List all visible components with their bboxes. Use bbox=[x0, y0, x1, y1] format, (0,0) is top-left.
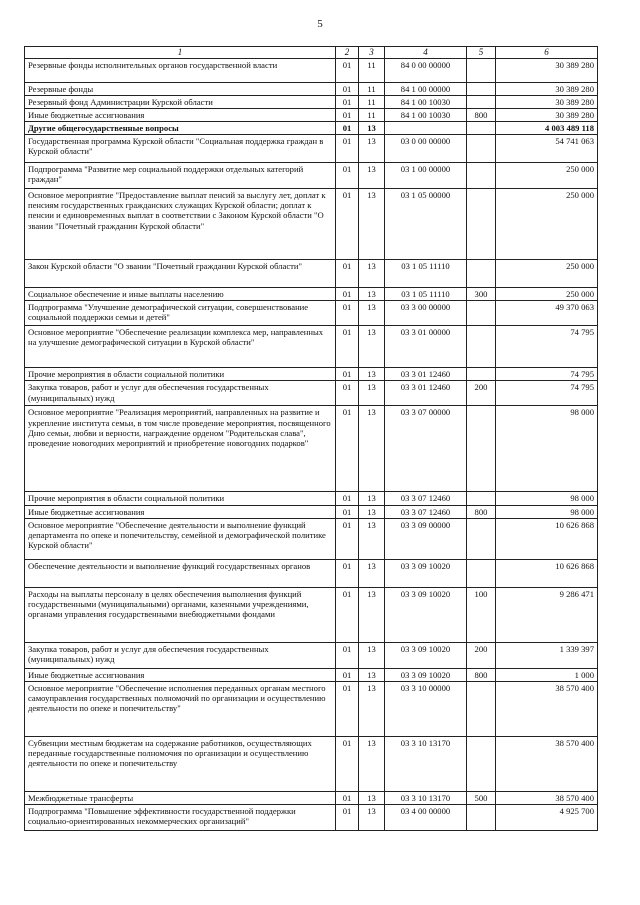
section-code-cell: 01 bbox=[336, 587, 359, 642]
expense-type-cell bbox=[467, 326, 496, 368]
table-row bbox=[25, 791, 598, 804]
table-row bbox=[25, 260, 598, 288]
amount-cell: 10 626 868 bbox=[496, 518, 598, 559]
target-article-cell: 03 4 00 00000 bbox=[385, 805, 467, 831]
expense-type-cell bbox=[467, 58, 496, 82]
row-name-cell: Субвенции местным бюджетам на содержание работников, осуществляющих переданные государственные полномочия по организации и осуществлению деятельности по опеке и попечительству bbox=[25, 736, 336, 791]
section-code-cell: 01 bbox=[336, 791, 359, 804]
expense-type-cell bbox=[467, 406, 496, 492]
section-code-cell: 01 bbox=[336, 326, 359, 368]
section-code-cell: 01 bbox=[336, 559, 359, 587]
expense-type-cell bbox=[467, 82, 496, 95]
expense-type-cell bbox=[467, 518, 496, 559]
section-code-cell: 01 bbox=[336, 189, 359, 260]
target-article-cell: 84 1 00 10030 bbox=[385, 95, 467, 108]
table-row bbox=[25, 82, 598, 95]
expense-type-cell bbox=[467, 189, 496, 260]
target-article-cell: 03 1 00 00000 bbox=[385, 163, 467, 189]
table-row bbox=[25, 381, 598, 406]
amount-cell: 54 741 063 bbox=[496, 135, 598, 163]
expense-type-cell bbox=[467, 736, 496, 791]
subsection-code-cell: 11 bbox=[359, 82, 385, 95]
expense-type-cell: 300 bbox=[467, 288, 496, 301]
target-article-cell: 03 3 09 10020 bbox=[385, 559, 467, 587]
expense-type-cell bbox=[467, 163, 496, 189]
expense-type-cell: 800 bbox=[467, 505, 496, 518]
subsection-code-cell: 13 bbox=[359, 368, 385, 381]
section-code-cell: 01 bbox=[336, 260, 359, 288]
row-name-cell: Иные бюджетные ассигнования bbox=[25, 505, 336, 518]
row-name-cell: Прочие мероприятия в области социальной политики bbox=[25, 492, 336, 505]
section-code-cell: 01 bbox=[336, 518, 359, 559]
row-name-cell: Основное мероприятие "Обеспечение исполнения переданных органам местного самоуправления государственных полномочий по организации и осуществлению деятельности по опеке и попечительству" bbox=[25, 681, 336, 736]
subsection-code-cell: 13 bbox=[359, 791, 385, 804]
target-article-cell: 03 3 01 12460 bbox=[385, 381, 467, 406]
subsection-code-cell: 11 bbox=[359, 108, 385, 121]
table-row bbox=[25, 668, 598, 681]
table-row bbox=[25, 288, 598, 301]
section-code-cell: 01 bbox=[336, 58, 359, 82]
section-code-cell: 01 bbox=[336, 505, 359, 518]
section-code-cell: 01 bbox=[336, 368, 359, 381]
row-name-cell: Иные бюджетные ассигнования bbox=[25, 668, 336, 681]
expense-type-cell bbox=[467, 301, 496, 326]
row-name-cell: Закон Курской области "О звании "Почетный гражданин Курской области" bbox=[25, 260, 336, 288]
amount-cell: 98 000 bbox=[496, 492, 598, 505]
table-row bbox=[25, 492, 598, 505]
section-code-cell: 01 bbox=[336, 492, 359, 505]
target-article-cell: 03 3 09 10020 bbox=[385, 587, 467, 642]
target-article-cell: 03 1 05 00000 bbox=[385, 189, 467, 260]
target-article-cell: 03 0 00 00000 bbox=[385, 135, 467, 163]
row-name-cell: Иные бюджетные ассигнования bbox=[25, 108, 336, 121]
amount-cell: 1 339 397 bbox=[496, 642, 598, 668]
section-code-cell: 01 bbox=[336, 681, 359, 736]
section-code-cell: 01 bbox=[336, 122, 359, 135]
target-article-cell: 84 0 00 00000 bbox=[385, 58, 467, 82]
row-name-cell: Резервный фонд Администрации Курской области bbox=[25, 95, 336, 108]
section-code-cell: 01 bbox=[336, 406, 359, 492]
row-name-cell: Подпрограмма "Улучшение демографической ситуации, совершенствование социальной поддержки семьи и детей" bbox=[25, 301, 336, 326]
expense-type-cell: 800 bbox=[467, 668, 496, 681]
amount-cell: 250 000 bbox=[496, 163, 598, 189]
amount-cell: 49 370 063 bbox=[496, 301, 598, 326]
amount-cell: 1 000 bbox=[496, 668, 598, 681]
row-name-cell: Резервные фонды bbox=[25, 82, 336, 95]
expense-type-cell: 100 bbox=[467, 587, 496, 642]
subsection-code-cell: 13 bbox=[359, 288, 385, 301]
column-number: 2 bbox=[336, 47, 359, 59]
amount-cell: 74 795 bbox=[496, 368, 598, 381]
expense-type-cell bbox=[467, 260, 496, 288]
section-code-cell: 01 bbox=[336, 82, 359, 95]
subsection-code-cell: 13 bbox=[359, 518, 385, 559]
subsection-code-cell: 13 bbox=[359, 559, 385, 587]
expense-type-cell: 200 bbox=[467, 381, 496, 406]
amount-cell: 74 795 bbox=[496, 326, 598, 368]
subsection-code-cell: 13 bbox=[359, 736, 385, 791]
expense-type-cell bbox=[467, 368, 496, 381]
table-row bbox=[25, 95, 598, 108]
row-name-cell: Подпрограмма "Развитие мер социальной поддержки отдельных категорий граждан" bbox=[25, 163, 336, 189]
row-name-cell: Основное мероприятие "Обеспечение деятельности и выполнение функций департамента по опеке и попечительству, семейной и демографической политике Курской области" bbox=[25, 518, 336, 559]
section-code-cell: 01 bbox=[336, 288, 359, 301]
subsection-code-cell: 13 bbox=[359, 587, 385, 642]
subsection-code-cell: 13 bbox=[359, 163, 385, 189]
target-article-cell: 03 3 07 12460 bbox=[385, 492, 467, 505]
target-article-cell: 03 3 00 00000 bbox=[385, 301, 467, 326]
table-row bbox=[25, 58, 598, 82]
amount-cell: 250 000 bbox=[496, 288, 598, 301]
amount-cell: 30 389 280 bbox=[496, 95, 598, 108]
subsection-code-cell: 13 bbox=[359, 492, 385, 505]
table-row bbox=[25, 368, 598, 381]
table-row bbox=[25, 301, 598, 326]
section-code-cell: 01 bbox=[336, 135, 359, 163]
row-name-cell: Другие общегосударственные вопросы bbox=[25, 122, 336, 135]
amount-cell: 10 626 868 bbox=[496, 559, 598, 587]
column-number: 6 bbox=[496, 47, 598, 59]
target-article-cell: 03 1 05 11110 bbox=[385, 288, 467, 301]
amount-cell: 250 000 bbox=[496, 260, 598, 288]
target-article-cell: 03 3 01 00000 bbox=[385, 326, 467, 368]
table-row bbox=[25, 163, 598, 189]
subsection-code-cell: 13 bbox=[359, 189, 385, 260]
expense-type-cell bbox=[467, 805, 496, 831]
amount-cell: 250 000 bbox=[496, 189, 598, 260]
subsection-code-cell: 11 bbox=[359, 58, 385, 82]
amount-cell: 98 000 bbox=[496, 505, 598, 518]
table-row bbox=[25, 559, 598, 587]
expense-type-cell: 500 bbox=[467, 791, 496, 804]
amount-cell: 38 570 400 bbox=[496, 681, 598, 736]
expense-type-cell bbox=[467, 95, 496, 108]
target-article-cell: 03 3 09 10020 bbox=[385, 642, 467, 668]
table-row bbox=[25, 108, 598, 121]
row-name-cell: Основное мероприятие "Предоставление выплат пенсий за выслугу лет, доплат к пенсиям государственных гражданских служащих Курской области; доплат к пенсии и единовременных выплат в соответствии с Законом Курской области "О звании "Почетный гражданин Курской области" bbox=[25, 189, 336, 260]
column-number: 4 bbox=[385, 47, 467, 59]
target-article-cell: 03 3 10 13170 bbox=[385, 791, 467, 804]
subsection-code-cell: 13 bbox=[359, 805, 385, 831]
table-row bbox=[25, 805, 598, 831]
section-code-cell: 01 bbox=[336, 95, 359, 108]
table-row bbox=[25, 189, 598, 260]
expense-type-cell bbox=[467, 492, 496, 505]
expense-type-cell bbox=[467, 681, 496, 736]
target-article-cell bbox=[385, 122, 467, 135]
subsection-code-cell: 13 bbox=[359, 301, 385, 326]
row-name-cell: Основное мероприятие "Реализация мероприятий, направленных на развитие и укрепление института семьи, в том числе проведение мероприятия, посвященного Дню семьи, любви и верности, награждение орденом "Родительская слава", проведение новогодних мероприятий и приобретение новогодних подарков" bbox=[25, 406, 336, 492]
subsection-code-cell: 13 bbox=[359, 260, 385, 288]
amount-cell: 38 570 400 bbox=[496, 791, 598, 804]
target-article-cell: 03 3 09 00000 bbox=[385, 518, 467, 559]
target-article-cell: 03 3 09 10020 bbox=[385, 668, 467, 681]
table-row bbox=[25, 326, 598, 368]
amount-cell: 30 389 280 bbox=[496, 82, 598, 95]
row-name-cell: Обеспечение деятельности и выполнение функций государственных органов bbox=[25, 559, 336, 587]
subsection-code-cell: 13 bbox=[359, 135, 385, 163]
section-code-cell: 01 bbox=[336, 668, 359, 681]
table-row bbox=[25, 406, 598, 492]
amount-cell: 4 925 700 bbox=[496, 805, 598, 831]
table-row bbox=[25, 518, 598, 559]
expense-type-cell bbox=[467, 559, 496, 587]
subsection-code-cell: 13 bbox=[359, 642, 385, 668]
target-article-cell: 03 3 07 00000 bbox=[385, 406, 467, 492]
expense-type-cell: 800 bbox=[467, 108, 496, 121]
table-row bbox=[25, 587, 598, 642]
section-code-cell: 01 bbox=[336, 381, 359, 406]
column-number-row bbox=[25, 47, 598, 59]
budget-table bbox=[24, 46, 598, 831]
subsection-code-cell: 11 bbox=[359, 95, 385, 108]
subsection-code-cell: 13 bbox=[359, 505, 385, 518]
row-name-cell: Социальное обеспечение и иные выплаты населению bbox=[25, 288, 336, 301]
section-code-cell: 01 bbox=[336, 642, 359, 668]
target-article-cell: 03 3 10 00000 bbox=[385, 681, 467, 736]
row-name-cell: Закупка товаров, работ и услуг для обеспечения государственных (муниципальных) нужд bbox=[25, 642, 336, 668]
table-row bbox=[25, 642, 598, 668]
target-article-cell: 84 1 00 00000 bbox=[385, 82, 467, 95]
table-row bbox=[25, 681, 598, 736]
section-code-cell: 01 bbox=[336, 736, 359, 791]
column-number: 3 bbox=[359, 47, 385, 59]
row-name-cell: Основное мероприятие "Обеспечение реализации комплекса мер, направленных на улучшение демографической ситуации в Курской области" bbox=[25, 326, 336, 368]
row-name-cell: Резервные фонды исполнительных органов государственной власти bbox=[25, 58, 336, 82]
target-article-cell: 84 1 00 10030 bbox=[385, 108, 467, 121]
section-code-cell: 01 bbox=[336, 805, 359, 831]
target-article-cell: 03 3 01 12460 bbox=[385, 368, 467, 381]
subsection-code-cell: 13 bbox=[359, 122, 385, 135]
page-number: 5 bbox=[317, 18, 323, 30]
row-name-cell: Прочие мероприятия в области социальной политики bbox=[25, 368, 336, 381]
expense-type-cell bbox=[467, 135, 496, 163]
row-name-cell: Межбюджетные трансферты bbox=[25, 791, 336, 804]
amount-cell: 30 389 280 bbox=[496, 58, 598, 82]
row-name-cell: Закупка товаров, работ и услуг для обеспечения государственных (муниципальных) нужд bbox=[25, 381, 336, 406]
subsection-code-cell: 13 bbox=[359, 326, 385, 368]
row-name-cell: Расходы на выплаты персоналу в целях обеспечения выполнения функций государственными (муниципальными) органами, казенными учреждениями, органами управления государственными внебюджетными фондами bbox=[25, 587, 336, 642]
amount-cell: 4 003 489 118 bbox=[496, 122, 598, 135]
subsection-code-cell: 13 bbox=[359, 406, 385, 492]
section-code-cell: 01 bbox=[336, 108, 359, 121]
table-row bbox=[25, 736, 598, 791]
amount-cell: 98 000 bbox=[496, 406, 598, 492]
amount-cell: 30 389 280 bbox=[496, 108, 598, 121]
expense-type-cell: 200 bbox=[467, 642, 496, 668]
amount-cell: 38 570 400 bbox=[496, 736, 598, 791]
section-code-cell: 01 bbox=[336, 163, 359, 189]
subsection-code-cell: 13 bbox=[359, 668, 385, 681]
expense-type-cell bbox=[467, 122, 496, 135]
subsection-code-cell: 13 bbox=[359, 381, 385, 406]
table-row bbox=[25, 505, 598, 518]
target-article-cell: 03 3 10 13170 bbox=[385, 736, 467, 791]
amount-cell: 9 286 471 bbox=[496, 587, 598, 642]
target-article-cell: 03 3 07 12460 bbox=[385, 505, 467, 518]
table-row bbox=[25, 122, 598, 135]
subsection-code-cell: 13 bbox=[359, 681, 385, 736]
column-number: 1 bbox=[25, 47, 336, 59]
row-name-cell: Государственная программа Курской области "Социальная поддержка граждан в Курской области" bbox=[25, 135, 336, 163]
table-row bbox=[25, 135, 598, 163]
row-name-cell: Подпрограмма "Повышение эффективности государственной поддержки социально-ориентированных некоммерческих организаций" bbox=[25, 805, 336, 831]
amount-cell: 74 795 bbox=[496, 381, 598, 406]
target-article-cell: 03 1 05 11110 bbox=[385, 260, 467, 288]
section-code-cell: 01 bbox=[336, 301, 359, 326]
column-number: 5 bbox=[467, 47, 496, 59]
